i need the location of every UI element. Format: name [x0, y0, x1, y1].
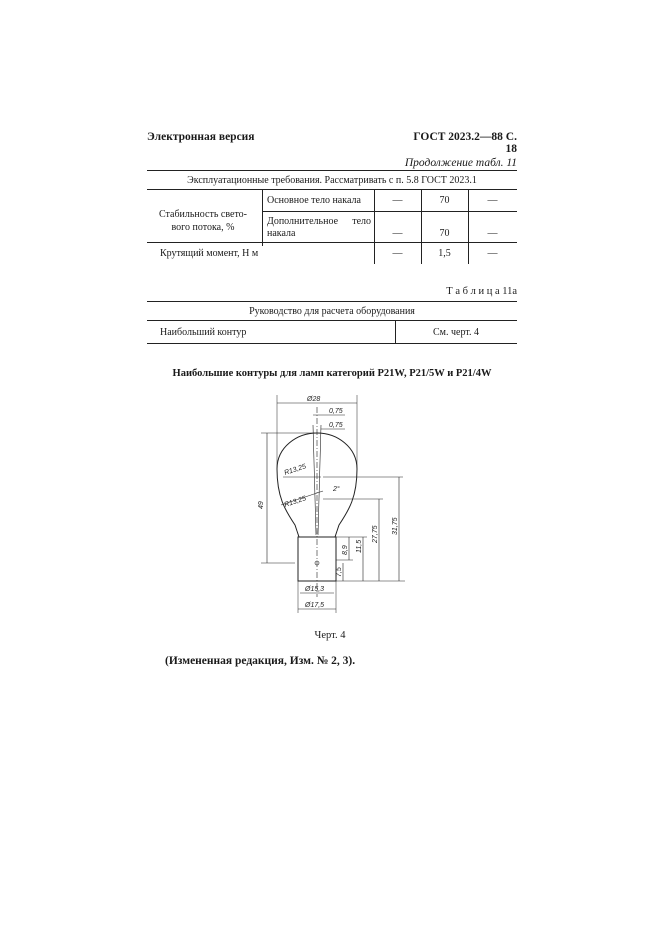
table-11a-row-label: Наибольший контур: [160, 327, 247, 338]
table-rule: [262, 211, 517, 212]
table-cell: —: [392, 195, 403, 206]
table-rule: [147, 170, 517, 171]
dim-0-75-b: 0,75: [329, 422, 343, 429]
stability-label: [147, 208, 259, 234]
table-continuation-label: Продолжение табл. 11: [404, 157, 517, 169]
table-11a-row-value: См. черт. 4: [433, 327, 479, 338]
torque-label: Крутящий момент, Н м: [160, 248, 259, 259]
table-cell: —: [392, 228, 403, 239]
table-rule: [147, 189, 517, 190]
dim-49: 49: [258, 501, 265, 509]
dim-11-5: 11,5: [356, 539, 363, 553]
dim-7-5: 7,5: [336, 567, 343, 577]
aux-filament-line: Дополнительное тело: [267, 216, 371, 227]
header-right: ГОСТ 2023.2—88 С. 18: [413, 131, 517, 155]
table-rule: [262, 189, 263, 246]
table-11a-header: Руководство для расчета оборудования: [249, 306, 415, 317]
row-aux-filament-label: [267, 216, 371, 240]
table-cell: 70: [439, 228, 450, 239]
dim-d15-3: Ø15,3: [305, 586, 325, 593]
stability-label-line: Стабильность свето-: [158, 209, 248, 220]
stability-label-line: вого потока, %: [171, 222, 235, 233]
dim-0-75-a: 0,75: [329, 408, 343, 415]
figure-title: Наибольшие контуры для ламп категорий P21W, P21/5W и P21/4W: [172, 368, 492, 379]
table-11a-title: Т а б л и ц а 11а: [446, 286, 517, 297]
lamp-contour-drawing: [245, 385, 425, 620]
table-cell: —: [487, 195, 498, 206]
table-rule: [147, 320, 517, 321]
figure-caption: Черт. 4: [314, 630, 346, 641]
row-main-filament-label: Основное тело накала: [267, 195, 361, 206]
table-cell: —: [392, 248, 403, 259]
table-cell: —: [487, 248, 498, 259]
dim-8-9: 8,9: [342, 545, 349, 555]
table-cell: —: [487, 228, 498, 239]
dim-r13-25-b: R13,25: [283, 495, 308, 509]
table-rule: [147, 242, 517, 243]
table-rule: [147, 301, 517, 302]
table-rule: [147, 343, 517, 344]
dim-d17-5: Ø17,5: [305, 602, 325, 609]
revision-note: (Измененная редакция, Изм. № 2, 3).: [165, 655, 356, 667]
header-left: Электронная версия: [147, 131, 255, 143]
dim-27-75: 27,75: [372, 525, 379, 543]
dim-31-75: 31,75: [392, 517, 399, 535]
table-cell: 1,5: [438, 248, 451, 259]
dim-angle: 2°: [333, 486, 340, 493]
table-cell: 70: [439, 195, 450, 206]
table-header-row: Эксплуатационные требования. Рассматривать с п. 5.8 ГОСТ 2023.1: [187, 175, 477, 186]
dim-d28: Ø28: [307, 396, 321, 403]
aux-filament-line: накала: [267, 228, 296, 239]
dim-r13-25-a: R13,25: [283, 463, 308, 477]
